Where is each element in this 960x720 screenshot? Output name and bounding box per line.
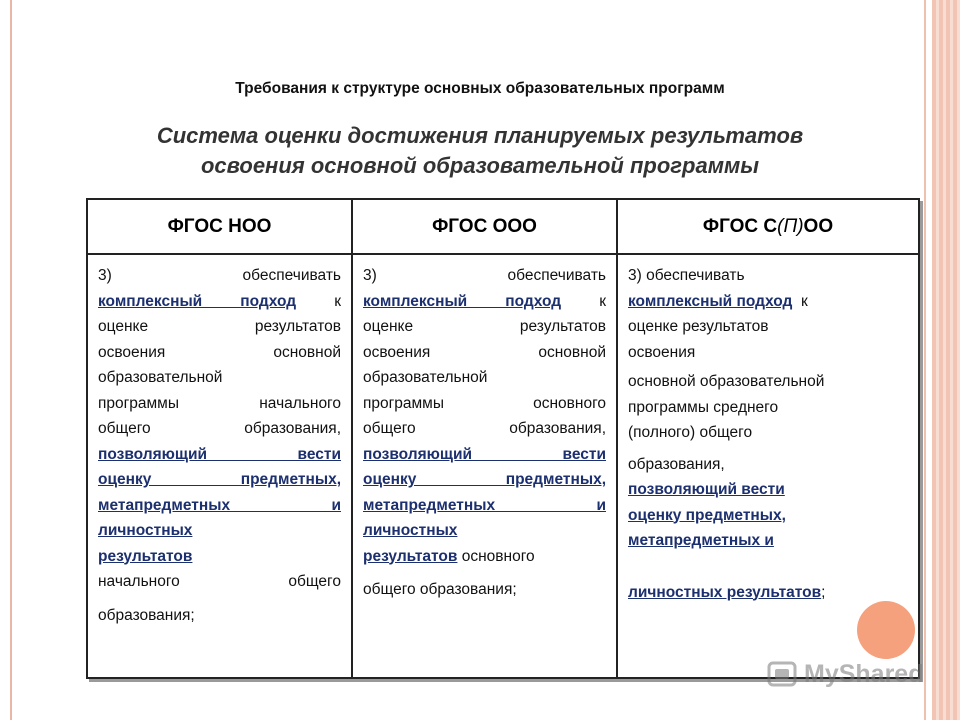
slide-frame-left (10, 0, 12, 720)
text-fragment: к (800, 292, 808, 310)
text-line: 3) обеспечивать (628, 267, 745, 284)
myshared-logo-icon (766, 658, 798, 690)
underlined-line: оценку предметных, (363, 471, 606, 488)
text-line: образовательной (363, 369, 488, 386)
complex-approach-link: комплексный подход (363, 292, 562, 310)
text-line: программы среднего (628, 398, 779, 416)
requirements-table (86, 198, 920, 679)
main-title-line1: Система оценки достижения планируемых результатов (156, 123, 804, 148)
text-line: оценке результатов (628, 318, 769, 335)
text-line (363, 289, 606, 315)
text-line: 3) обеспечивать (363, 267, 606, 284)
underlined-line: позволяющий вести (363, 445, 606, 463)
watermark (766, 656, 926, 692)
text-line: освоения основной (98, 343, 341, 361)
text-fragment: основного (461, 547, 535, 565)
underlined-line: результатов (98, 547, 193, 565)
header-fgos-soo-sub: (П) (777, 215, 804, 237)
text-line: начального общего (98, 573, 341, 590)
underlined-line: личностных (363, 522, 458, 539)
underlined-line: позволяющий вести (98, 445, 341, 463)
cell-noo (87, 254, 352, 678)
text-line: освоения основной (363, 343, 606, 361)
header-title: Требования к структуре основных образовательных программ (235, 80, 725, 97)
text-line: оценке результатов (98, 318, 341, 335)
text-line: общего образования; (363, 581, 517, 598)
cell-ooo (352, 254, 617, 678)
text-line: оценке результатов (363, 318, 606, 335)
table-header-row (87, 199, 919, 254)
header-fgos-soo (617, 199, 919, 254)
text-line: образования; (98, 606, 195, 624)
underlined-line: результатов (363, 547, 458, 565)
header-fgos-soo-prefix: ФГОС С (702, 215, 778, 237)
text-fragment: к (599, 292, 606, 310)
complex-approach-link: комплексный подход (98, 292, 297, 310)
underlined-line: личностных (98, 522, 193, 539)
text-line: общего образования, (98, 420, 341, 437)
text-line: программы начального (98, 394, 341, 412)
underlined-line: оценку предметных, (98, 471, 341, 488)
main-title-line2: освоения основной образовательной программы (200, 153, 760, 178)
text-line (628, 289, 908, 315)
text-line: основной образовательной (628, 373, 825, 390)
header-fgos-ooo: ФГОС ООО (352, 199, 617, 254)
underlined-line: личностных результатов (628, 583, 822, 601)
text-line: (полного) общего (628, 424, 753, 441)
text-line: программы основного (363, 394, 606, 412)
watermark-text: MyShared (804, 659, 924, 688)
complex-approach-link: комплексный подход (628, 292, 793, 310)
table-row (87, 254, 919, 678)
text-line: общего образования, (363, 420, 606, 437)
text-line: 3) обеспечивать (98, 267, 341, 284)
underlined-line: оценку предметных, (628, 506, 786, 524)
text-line: освоения (628, 343, 696, 361)
text-line: образования, (628, 455, 725, 473)
text-line (98, 289, 341, 315)
header-fgos-soo-suffix: ОО (803, 215, 834, 237)
text-fragment: ; (821, 583, 826, 601)
text-fragment: к (334, 292, 341, 310)
slide-frame-right (932, 0, 960, 720)
slide-frame-right-line (924, 0, 926, 720)
underlined-line: метапредметных и (363, 496, 606, 514)
underlined-line: метапредметных и (98, 496, 341, 514)
decorative-orange-circle (857, 601, 915, 659)
text-line: образовательной (98, 369, 223, 386)
main-title (0, 121, 960, 181)
header-fgos-noo: ФГОС НОО (87, 199, 352, 254)
underlined-line: позволяющий вести (628, 481, 785, 498)
underlined-line: метапредметных и (628, 532, 774, 549)
